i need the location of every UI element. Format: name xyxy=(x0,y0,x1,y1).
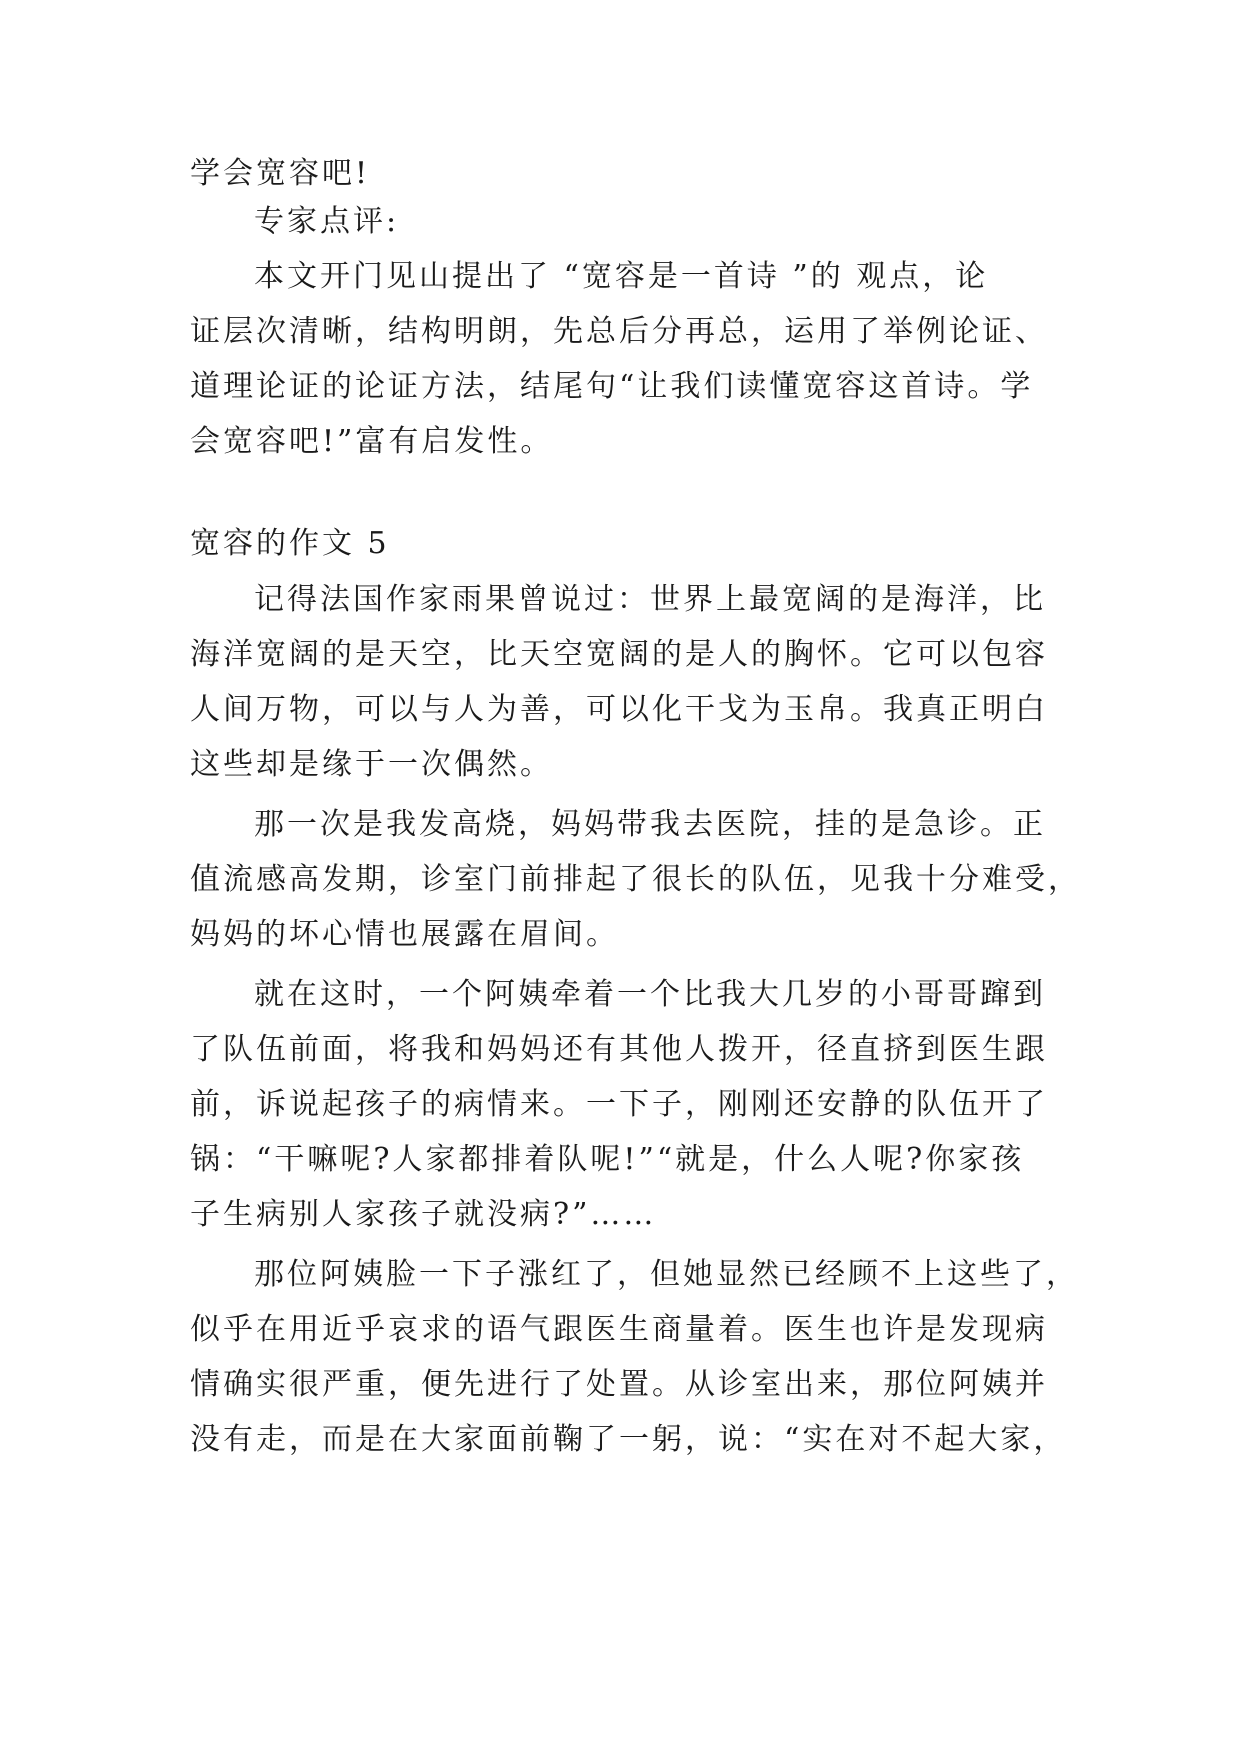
paragraph-line: 记得法国作家雨果曾说过：世界上最宽阔的是海洋，比 xyxy=(254,582,1046,617)
paragraph-line: 前，诉说起孩子的病情来。一下子，刚刚还安静的队伍开了 xyxy=(190,1087,1048,1122)
paragraph-line: 人间万物，可以与人为善，可以化干戈为玉帛。我真正明白 xyxy=(190,692,1048,727)
closing-line: 学会宽容吧! xyxy=(190,156,371,191)
comment-line: 证层次清晰，结构明朗，先总后分再总，运用了举例论证、 xyxy=(190,314,1048,349)
paragraph-line: 值流感高发期，诊室门前排起了很长的队伍，见我十分难受， xyxy=(190,862,1081,897)
comment-label: 专家点评: xyxy=(254,204,400,239)
paragraph-line: 子生病别人家孩子就没病?”…… xyxy=(190,1197,657,1232)
comment-line: 会宽容吧!”富有启发性。 xyxy=(190,424,554,459)
paragraph-line: 就在这时，一个阿姨牵着一个比我大几岁的小哥哥蹿到 xyxy=(254,977,1046,1012)
paragraph-line: 没有走，而是在大家面前鞠了一躬，说：“实在对不起大家， xyxy=(190,1422,1067,1457)
paragraph-line: 情确实很严重，便先进行了处置。从诊室出来，那位阿姨并 xyxy=(190,1367,1048,1402)
paragraph-line: 妈妈的坏心情也展露在眉间。 xyxy=(190,917,619,952)
paragraph-line: 那位阿姨脸一下子涨红了，但她显然已经顾不上这些了， xyxy=(254,1257,1079,1292)
paragraph-line: 似乎在用近乎哀求的语气跟医生商量着。医生也许是发现病 xyxy=(190,1312,1048,1347)
paragraph-line: 海洋宽阔的是天空，比天空宽阔的是人的胸怀。它可以包容 xyxy=(190,637,1048,672)
paragraph-line: 了队伍前面，将我和妈妈还有其他人拨开，径直挤到医生跟 xyxy=(190,1032,1048,1067)
paragraph-line: 锅：“干嘛呢?人家都排着队呢!”“就是，什么人呢?你家孩 xyxy=(190,1142,1025,1177)
paragraph-line: 那一次是我发高烧，妈妈带我去医院，挂的是急诊。正 xyxy=(254,807,1046,842)
comment-line: 道理论证的论证方法，结尾句“让我们读懂宽容这首诗。学 xyxy=(190,369,1034,404)
paragraph-line: 这些却是缘于一次偶然。 xyxy=(190,747,553,782)
comment-line: 本文开门见山提出了 “宽容是一首诗 ”的 观点，论 xyxy=(254,259,989,294)
essay-title: 宽容的作文 5 xyxy=(190,526,390,561)
